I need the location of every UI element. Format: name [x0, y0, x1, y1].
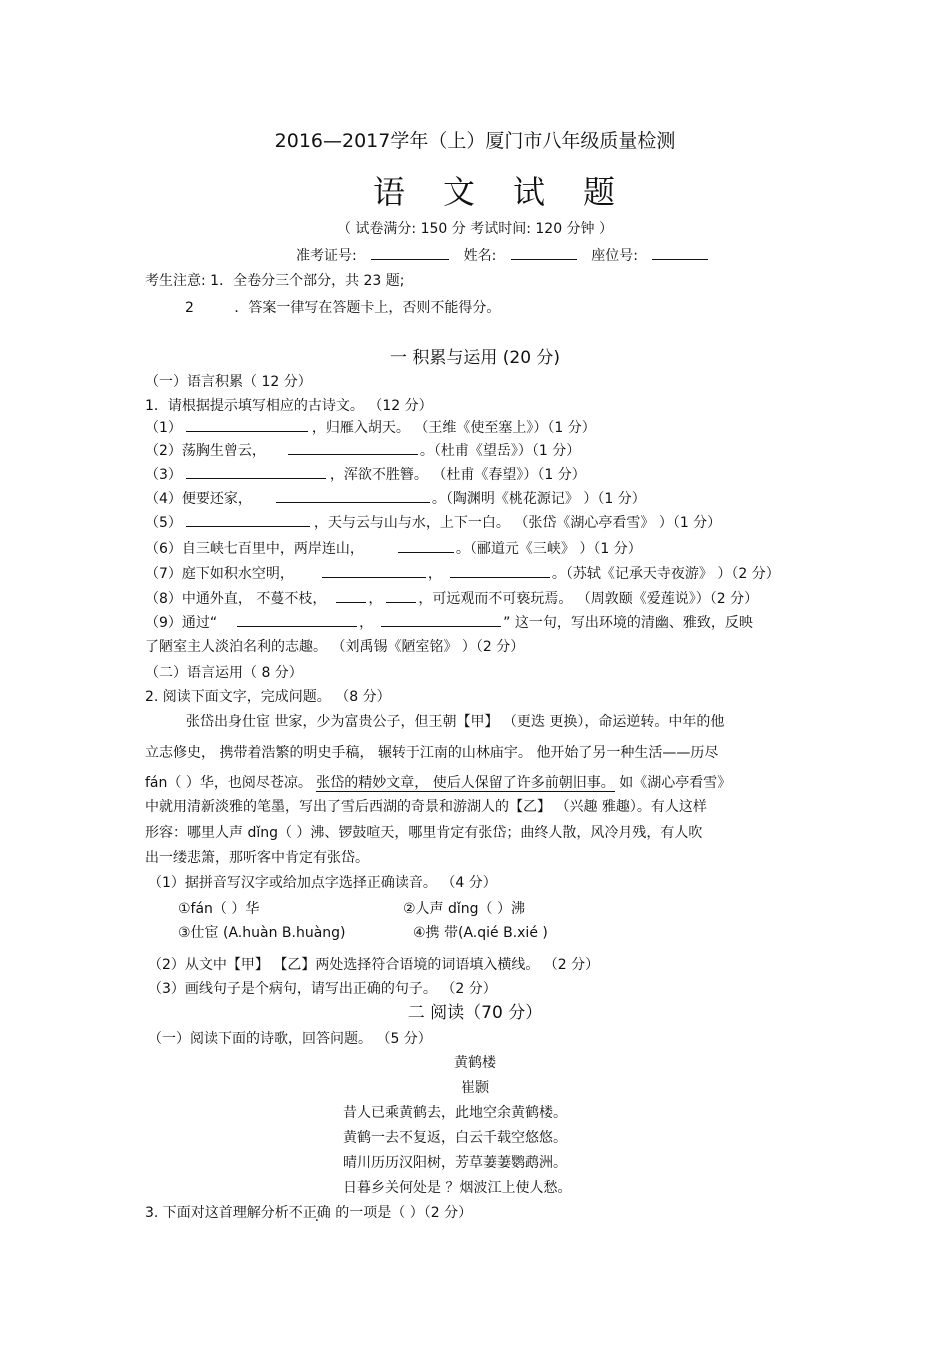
question-3 [145, 1203, 472, 1223]
item-5 [145, 512, 721, 533]
item-4-pre: （4）便要还家， [145, 491, 252, 507]
passage-line-2: 立志修史， 携带着浩繁的明史手稿， 辗转于江南的山林庙宇。 他开始了另一种生活——历尽 [145, 745, 719, 761]
item-9-blank-a [237, 612, 357, 627]
subq-1c: ③仕宦 (A.huàn B.huàng) [178, 925, 346, 941]
item-1-blank [186, 417, 308, 432]
item-1-pre: （1） [145, 420, 182, 436]
passage-line-6: 出一缕悲箫，那听客中肯定有张岱。 [145, 850, 369, 866]
candidate-info [296, 245, 708, 266]
item-5-pre: （5） [145, 515, 182, 531]
notice-num: 2 [185, 300, 194, 316]
item-7-pre: （7）庭下如积水空明， [145, 566, 294, 582]
item-3-blank [186, 464, 326, 479]
subq-1: （1）据拼音写汉字或给加点字选择正确读音。 （4 分） [148, 875, 497, 891]
passage-3-post: 如《湖心亭看雪》 [619, 775, 732, 791]
subq-2: （2）从文中【甲】 【乙】两处选择符合语境的词语填入横线。 （2 分） [148, 957, 600, 973]
subq-1a: ①fán（ ）华 [178, 901, 260, 917]
item-7-blank-b [450, 563, 550, 578]
notice-line-1: 考生注意: 1．全卷分三个部分，共 23 题; [145, 273, 405, 289]
passage-line-5: 形容：哪里人声 dǐng（ ）沸、锣鼓喧天，哪里肯定有张岱；曲终人散，风冷月残，有人吹 [145, 825, 703, 841]
item-8-blank-b [386, 588, 416, 603]
poem-line: 晴川历历汉阳树，芳草萋萋鹦鹉洲。 [343, 1155, 567, 1171]
passage-3-pre: fán（ ）华，也阅尽苍凉。 [145, 775, 312, 791]
part1-sub1: （一）语言积累（ 12 分） [145, 374, 312, 390]
item-8-pre: （8）中通外直， 不蔓不枝， [145, 591, 327, 607]
item-2-blank [288, 440, 418, 455]
item-9-post: ” 这一句，写出环境的清幽、雅致，反映 [503, 615, 753, 631]
item-9-cont: 了陋室主人淡泊名利的志趣。 （刘禹锡《陋室铭》 ）（2 分） [145, 639, 525, 655]
item-7-post: 。（苏轼《记承天寺夜游》 ）（2 分） [551, 566, 780, 582]
part2-heading: 二 阅读（70 分） [407, 1003, 543, 1023]
seat-blank [652, 245, 708, 260]
q3-pre: 3. 下面对这首理解分析不 [145, 1205, 303, 1221]
exam-info: （ 试卷满分: 150 分 考试时间: 120 分钟 ） [336, 221, 614, 237]
item-3-pre: （3） [145, 467, 182, 483]
item-8 [145, 588, 758, 609]
item-6-pre: （6）自三峡七百里中，两岸连山， [145, 541, 364, 557]
item-3-post: ，浑欲不胜簪。 （杜甫《春望》）（1 分） [329, 467, 586, 483]
item-2-pre: （2）荡胸生曾云， [145, 443, 266, 459]
id-blank [371, 245, 449, 260]
item-3 [145, 464, 586, 485]
item-9-mid: ， [359, 615, 374, 631]
item-6-blank [398, 538, 454, 553]
item-9-blank-b [381, 612, 501, 627]
item-2 [145, 440, 580, 461]
item-4-blank [276, 488, 430, 503]
part1-heading: 一 积累与运用 (20 分) [389, 348, 561, 368]
item-8-post: ，可远观而不可亵玩焉。 （周敦颐《爱莲说》）（2 分） [418, 591, 759, 607]
item-8-mid: ， [368, 591, 383, 607]
passage-line-3 [145, 773, 731, 793]
question-1: 1．请根据提示填写相应的古诗文。 （12 分） [145, 398, 433, 414]
poem-line: 黄鹤一去不复返，白云千载空悠悠。 [343, 1130, 567, 1146]
underlined-sentence: 张岱的精妙文章， 使后人保留了许多前朝旧事。 [316, 775, 615, 791]
q3-post: 的一项是（ ）（2 分） [330, 1205, 473, 1221]
item-5-post: ，天与云与山与水，上下一白。 （张岱《湖心亭看雪》 ）（1 分） [313, 515, 722, 531]
subq-1d: ④携 带(A.qié B.xié ) [413, 925, 548, 941]
item-5-blank [186, 512, 310, 527]
passage-line-1: 张岱出身仕宦 世家，少为富贵公子，但王朝【甲】 （更迭 更换），命运逆转。中年的他 [186, 714, 725, 730]
id-label: 准考证号: [296, 248, 357, 264]
poem-line: 昔人已乘黄鹤去，此地空余黄鹤楼。 [343, 1105, 567, 1121]
notice-text: ．答案一律写在答题卡上，否则不能得分。 [234, 300, 501, 316]
q3-dotted-emphasis: 正确 [302, 1205, 331, 1221]
name-blank [511, 245, 577, 260]
name-label: 姓名: [463, 248, 497, 264]
item-7-blank-a [322, 563, 426, 578]
item-4 [145, 488, 646, 509]
poem-title: 黄鹤楼 [454, 1055, 496, 1071]
poem-author: 崔颢 [461, 1080, 489, 1096]
notice-line-2 [185, 298, 500, 318]
item-2-post: 。（杜甫《望岳》）（1 分） [419, 443, 581, 459]
item-6 [145, 538, 642, 559]
item-7 [145, 563, 780, 584]
exam-title: 2016—2017学年（上）厦门市八年级质量检测 [274, 130, 676, 152]
item-1 [145, 417, 596, 438]
subq-1b: ②人声 dǐng（ ）沸 [403, 901, 525, 917]
item-9-pre: （9）通过“ [145, 615, 218, 631]
item-6-post: 。（郦道元《三峡》 ）（1 分） [455, 541, 642, 557]
item-1-post: ，归雁入胡天。 （王维《使至塞上》）（1 分） [311, 420, 596, 436]
item-9 [145, 612, 753, 633]
subq-3: （3）画线句子是个病句，请写出正确的句子。 （2 分） [148, 981, 497, 997]
question-2: 2. 阅读下面文字，完成问题。 （8 分） [145, 689, 391, 705]
item-4-post: 。（陶渊明《桃花源记》 ）（1 分） [431, 491, 646, 507]
item-8-blank-a [336, 588, 366, 603]
seat-label: 座位号: [591, 248, 638, 264]
poem-line: 日暮乡关何处是 ？烟波江上使人愁。 [343, 1180, 572, 1196]
passage-line-4: 中就用清新淡雅的笔墨，写出了雪后西湖的奇景和游湖人的【乙】 （兴趣 雅趣）。有人这样 [145, 799, 707, 815]
part1-sub2: （二）语言运用（ 8 分） [145, 665, 303, 681]
item-7-mid: ， [427, 566, 442, 582]
subject-title: 语文试题 [372, 173, 653, 211]
part2-sub1: （一）阅读下面的诗歌，回答问题。 （5 分） [148, 1031, 432, 1047]
